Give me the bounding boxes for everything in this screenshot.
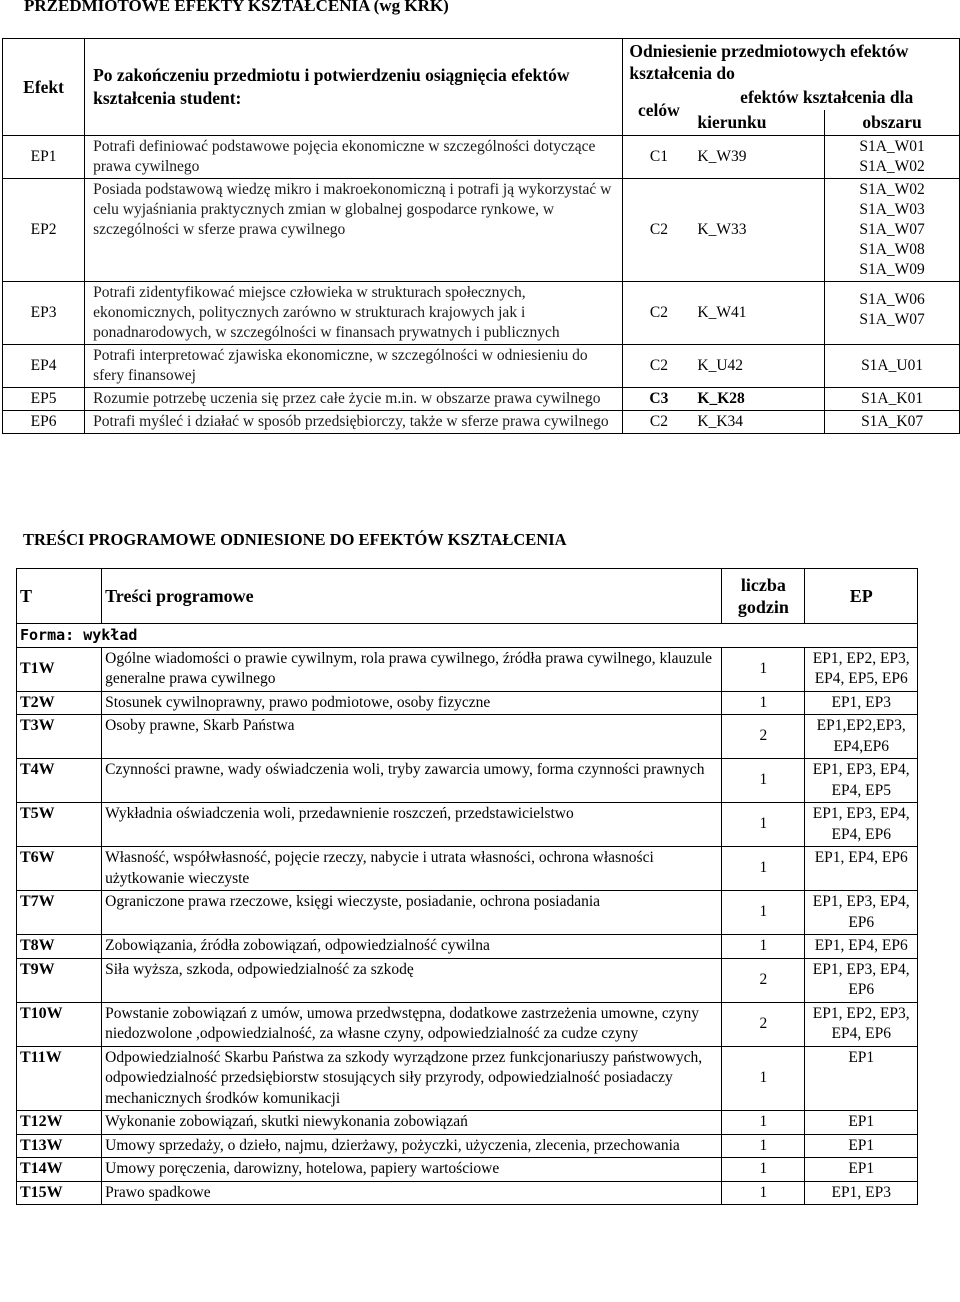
- content-topic: Prawo spadkowe: [102, 1181, 722, 1205]
- content-hours: 1: [722, 1181, 805, 1205]
- content-code: T12W: [17, 1111, 102, 1135]
- effect-kierunek: K_K34: [694, 411, 824, 434]
- content-topic: Odpowiedzialność Skarbu Państwa za szkody wyrządzone przez funkcjonariuszy państwowych, odpowiedzialność przedsiębiorstw stosujących siły przyrody, odpowiedzialność posiadaczy mechanicznych środków komunikacji: [102, 1046, 722, 1111]
- effects-table: [2, 38, 960, 434]
- content-table: [16, 568, 918, 1205]
- content-hours: 1: [722, 647, 805, 691]
- content-hours: 1: [722, 691, 805, 715]
- content-code: T7W: [17, 891, 102, 935]
- effect-code: EP3: [3, 282, 85, 345]
- content-ep: EP1, EP2, EP3, EP4, EP5, EP6: [805, 647, 918, 691]
- content-topic: Stosunek cywilnoprawny, prawo podmiotowe, osoby fizyczne: [102, 691, 722, 715]
- effect-obszar: S1A_W01 S1A_W02: [825, 136, 960, 179]
- content-topic: Siła wyższa, szkoda, odpowiedzialność za szkodę: [102, 958, 722, 1002]
- effect-code: EP4: [3, 345, 85, 388]
- content-row: [17, 847, 918, 891]
- content-topic: Wykonanie zobowiązań, skutki niewykonania zobowiązań: [102, 1111, 722, 1135]
- effect-row: [3, 411, 960, 434]
- content-topic: Umowy sprzedaży, o dzieło, najmu, dzierżawy, pożyczki, użyczenia, zlecenia, przechowania: [102, 1134, 722, 1158]
- effect-description: Rozumie potrzebę uczenia się przez całe życie m.in. w obszarze prawa cywilnego: [85, 388, 623, 411]
- content-ep: EP1, EP4, EP6: [805, 935, 918, 959]
- header-efekt: Efekt: [3, 39, 85, 136]
- form-label: Forma: wykład: [17, 624, 918, 648]
- content-ep: EP1, EP3, EP4, EP6: [805, 958, 918, 1002]
- content-hours: 1: [722, 847, 805, 891]
- effect-obszar: S1A_K01: [825, 388, 960, 411]
- effect-code: EP2: [3, 179, 85, 282]
- content-row: [17, 1134, 918, 1158]
- content-row: [17, 1111, 918, 1135]
- content-row: [17, 958, 918, 1002]
- content-ep: EP1: [805, 1111, 918, 1135]
- effect-cel: C2: [623, 411, 694, 434]
- effect-description: Potrafi zidentyfikować miejsce człowieka w strukturach społecznych, ekonomicznych, politycznych zarówno w strukturach krajowych jak i ponadnarodowych, w szczególności w finansach prywatnych i publicznych: [85, 282, 623, 345]
- effect-obszar: S1A_W02 S1A_W03 S1A_W07 S1A_W08 S1A_W09: [825, 179, 960, 282]
- effect-row: [3, 282, 960, 345]
- effect-code: EP5: [3, 388, 85, 411]
- effect-row: [3, 345, 960, 388]
- content-section-title: TREŚCI PROGRAMOWE ODNIESIONE DO EFEKTÓW KSZTAŁCENIA: [23, 530, 567, 549]
- content-hours: 1: [722, 803, 805, 847]
- effect-kierunek: K_U42: [694, 345, 824, 388]
- content-ep: EP1, EP3: [805, 1181, 918, 1205]
- content-row: [17, 647, 918, 691]
- header-t: T: [17, 569, 102, 624]
- effect-cel: C3: [623, 388, 694, 411]
- content-ep: EP1, EP3, EP4, EP4, EP5: [805, 759, 918, 803]
- content-ep: EP1, EP2, EP3, EP4, EP6: [805, 1002, 918, 1046]
- content-topic: Osoby prawne, Skarb Państwa: [102, 715, 722, 759]
- header-odniesienie: Odniesienie przedmiotowych efektów kształcenia do: [623, 39, 960, 86]
- content-code: T4W: [17, 759, 102, 803]
- content-topic: Ograniczone prawa rzeczowe, księgi wieczyste, posiadanie, ochrona posiadania: [102, 891, 722, 935]
- content-hours: 2: [722, 958, 805, 1002]
- content-code: T11W: [17, 1046, 102, 1111]
- content-row: [17, 891, 918, 935]
- content-hours: 1: [722, 935, 805, 959]
- effect-code: EP1: [3, 136, 85, 179]
- content-ep: EP1: [805, 1158, 918, 1182]
- content-hours: 1: [722, 759, 805, 803]
- header-liczba-godzin: liczba godzin: [722, 569, 805, 624]
- content-row: [17, 691, 918, 715]
- content-ep: EP1, EP3, EP4, EP4, EP6: [805, 803, 918, 847]
- effect-cel: C1: [623, 136, 694, 179]
- content-code: T13W: [17, 1134, 102, 1158]
- content-code: T3W: [17, 715, 102, 759]
- content-topic: Ogólne wiadomości o prawie cywilnym, rola prawa cywilnego, źródła prawa cywilnego, klauzule generalne prawa cywilnego: [102, 647, 722, 691]
- effect-description: Potrafi myśleć i działać w sposób przedsiębiorczy, także w sferze prawa cywilnego: [85, 411, 623, 434]
- header-obszaru: obszaru: [825, 110, 960, 136]
- header-ep: EP: [805, 569, 918, 624]
- content-code: T1W: [17, 647, 102, 691]
- content-ep: EP1: [805, 1046, 918, 1111]
- content-topic: Umowy poręczenia, darowizny, hotelowa, papiery wartościowe: [102, 1158, 722, 1182]
- content-code: T15W: [17, 1181, 102, 1205]
- content-row: [17, 803, 918, 847]
- effect-cel: C2: [623, 179, 694, 282]
- effect-obszar: S1A_W06 S1A_W07: [825, 282, 960, 345]
- effect-row: [3, 136, 960, 179]
- content-ep: EP1, EP3: [805, 691, 918, 715]
- effect-description: Potrafi definiować podstawowe pojęcia ekonomiczne w szczególności dotyczące prawa cywilnego: [85, 136, 623, 179]
- header-celow: celów: [623, 85, 694, 136]
- content-row: [17, 1158, 918, 1182]
- content-hours: 1: [722, 1111, 805, 1135]
- header-efektow-dla: efektów kształcenia dla: [694, 85, 959, 110]
- content-code: T8W: [17, 935, 102, 959]
- content-hours: 2: [722, 1002, 805, 1046]
- content-code: T6W: [17, 847, 102, 891]
- content-ep: EP1, EP4, EP6: [805, 847, 918, 891]
- effect-description: Potrafi interpretować zjawiska ekonomiczne, w szczególności w odniesieniu do sfery finansowej: [85, 345, 623, 388]
- content-code: T14W: [17, 1158, 102, 1182]
- effect-row: [3, 179, 960, 282]
- content-topic: Własność, współwłasność, pojęcie rzeczy, nabycie i utrata własności, ochrona własności użytkowanie wieczyste: [102, 847, 722, 891]
- content-code: T5W: [17, 803, 102, 847]
- content-row: [17, 935, 918, 959]
- content-hours: 1: [722, 1046, 805, 1111]
- content-hours: 1: [722, 1134, 805, 1158]
- header-description: Po zakończeniu przedmiotu i potwierdzeniu osiągnięcia efektów kształcenia student:: [85, 39, 623, 136]
- content-hours: 1: [722, 1158, 805, 1182]
- effect-description: Posiada podstawową wiedzę mikro i makroekonomiczną i potrafi ją wykorzystać w celu wyjaśniania praktycznych zmian w globalnej gospodarce rynkowe, w szczególności w sferze prawa cywilnego: [85, 179, 623, 282]
- content-row: [17, 1002, 918, 1046]
- content-topic: Czynności prawne, wady oświadczenia woli, tryby zawarcia umowy, forma czynności prawnych: [102, 759, 722, 803]
- effect-kierunek: K_W39: [694, 136, 824, 179]
- content-code: T10W: [17, 1002, 102, 1046]
- content-hours: 1: [722, 891, 805, 935]
- content-code: T9W: [17, 958, 102, 1002]
- effect-obszar: S1A_K07: [825, 411, 960, 434]
- effect-obszar: S1A_U01: [825, 345, 960, 388]
- effect-cel: C2: [623, 345, 694, 388]
- content-row: [17, 715, 918, 759]
- content-row: [17, 1046, 918, 1111]
- header-kierunku: kierunku: [694, 110, 824, 136]
- effect-kierunek: K_W41: [694, 282, 824, 345]
- content-ep: EP1: [805, 1134, 918, 1158]
- content-ep: EP1,EP2,EP3, EP4,EP6: [805, 715, 918, 759]
- content-ep: EP1, EP3, EP4, EP6: [805, 891, 918, 935]
- effect-row: [3, 388, 960, 411]
- content-topic: Zobowiązania, źródła zobowiązań, odpowiedzialność cywilna: [102, 935, 722, 959]
- content-row: [17, 1181, 918, 1205]
- effect-code: EP6: [3, 411, 85, 434]
- content-hours: 2: [722, 715, 805, 759]
- content-code: T2W: [17, 691, 102, 715]
- effect-kierunek: K_K28: [694, 388, 824, 411]
- content-topic: Powstanie zobowiązań z umów, umowa przedwstępna, dodatkowe zastrzeżenia umowne, czyny niedozwolone ,odpowiedzialność, za własne czyny, odpowiedzialność za cudze czyny: [102, 1002, 722, 1046]
- content-topic: Wykładnia oświadczenia woli, przedawnienie roszczeń, przedstawicielstwo: [102, 803, 722, 847]
- effect-kierunek: K_W33: [694, 179, 824, 282]
- content-row: [17, 759, 918, 803]
- effect-cel: C2: [623, 282, 694, 345]
- header-tresci: Treści programowe: [102, 569, 722, 624]
- page-title: PRZEDMIOTOWE EFEKTY KSZTAŁCENIA (wg KRK): [24, 0, 449, 15]
